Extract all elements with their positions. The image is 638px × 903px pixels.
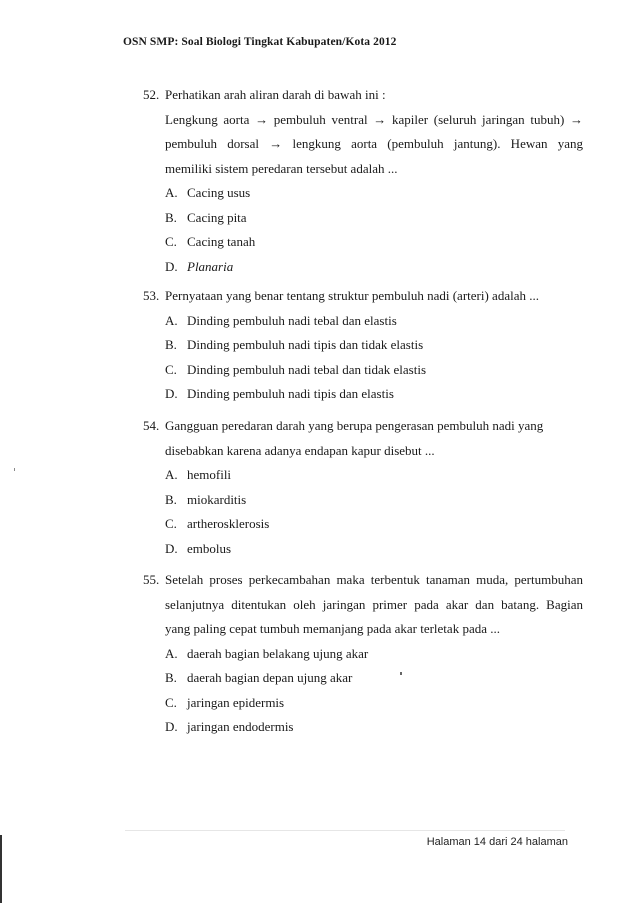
- option-a: [165, 463, 583, 488]
- option-b: [165, 206, 583, 231]
- option-b: [165, 333, 583, 358]
- option-text: artherosklerosis: [187, 516, 270, 531]
- option-letter: D.: [165, 540, 178, 556]
- option-c: [165, 512, 583, 537]
- question-body-line: pembuluh dorsal → lengkung aorta (pembuluh jantung). Hewan yang: [165, 136, 583, 151]
- option-text: Dinding pembuluh nadi tebal dan tidak elastis: [187, 361, 427, 377]
- option-letter: D.: [165, 386, 178, 401]
- question-body: [165, 439, 583, 464]
- option-letter: B.: [165, 670, 177, 685]
- option-a: [165, 309, 583, 334]
- option-text: jaringan endodermis: [187, 719, 294, 734]
- option-text: Dinding pembuluh nadi tebal dan elastis: [187, 312, 397, 328]
- option-d: [165, 255, 583, 280]
- option-list: [165, 642, 583, 740]
- question-body-line: memiliki sistem peredaran tersebut adalah ...: [165, 160, 398, 176]
- page-header-title: OSN SMP: Soal Biologi Tingkat Kabupaten/Kota 2012: [123, 36, 397, 48]
- question-body-line: yang paling cepat tumbuh memanjang pada akar terletak pada ...: [165, 621, 500, 636]
- option-b: [165, 488, 583, 513]
- option-text: Cacing pita: [187, 209, 247, 225]
- option-text: hemofili: [187, 467, 232, 482]
- option-letter: C.: [165, 361, 177, 377]
- option-text: Dinding pembuluh nadi tipis dan elastis: [187, 386, 394, 401]
- option-c: [165, 358, 583, 383]
- option-letter: B.: [165, 209, 177, 225]
- scan-speck: [14, 468, 15, 471]
- question-number: 53.: [143, 288, 160, 303]
- option-letter: A.: [165, 185, 178, 200]
- option-text: daerah bagian belakang ujung akar: [187, 645, 369, 661]
- question-stem-row: [143, 284, 583, 309]
- question-number: 54.: [143, 418, 160, 433]
- option-c: [165, 691, 583, 716]
- option-letter: B.: [165, 337, 177, 352]
- question-53: [143, 284, 583, 407]
- question-stem-row: [143, 83, 583, 108]
- option-letter: B.: [165, 491, 177, 507]
- option-letter: A.: [165, 312, 178, 328]
- question-stem-row: [143, 414, 583, 439]
- question-54: [143, 414, 583, 561]
- option-text: Dinding pembuluh nadi tipis dan tidak elastis: [187, 337, 424, 352]
- question-body-line: disebabkan karena adanya endapan kapur disebut ...: [165, 442, 435, 458]
- option-a: [165, 181, 583, 206]
- option-d: [165, 715, 583, 740]
- option-a: [165, 642, 583, 667]
- question-body: [165, 593, 583, 642]
- question-stem: Pernyataan yang benar tentang struktur pembuluh nadi (arteri) adalah ...: [165, 288, 539, 303]
- option-list: [165, 181, 583, 279]
- option-text: Cacing usus: [187, 185, 251, 200]
- footer-divider: [125, 830, 565, 831]
- question-stem: Perhatikan arah aliran darah di bawah ini :: [165, 87, 386, 102]
- option-letter: C.: [165, 234, 177, 249]
- scan-speck: [400, 672, 402, 675]
- option-text: miokarditis: [187, 491, 247, 507]
- question-stem: Setelah proses perkecambahan maka terbentuk tanaman muda, pertumbuhan: [165, 572, 583, 587]
- page-number-footer: Halaman 14 dari 24 halaman: [426, 836, 568, 848]
- option-letter: C.: [165, 694, 177, 710]
- option-d: [165, 537, 583, 562]
- question-stem-row: [143, 568, 583, 593]
- question-number: 55.: [143, 572, 160, 587]
- option-list: [165, 309, 583, 407]
- option-letter: A.: [165, 467, 178, 482]
- option-d: [165, 382, 583, 407]
- option-letter: D.: [165, 258, 178, 274]
- option-text: jaringan epidermis: [187, 694, 285, 710]
- question-52: [143, 83, 583, 279]
- option-text: Cacing tanah: [187, 234, 256, 249]
- option-text: Planaria: [187, 258, 234, 274]
- option-c: [165, 230, 583, 255]
- option-b: [165, 666, 583, 691]
- question-body: [165, 108, 583, 182]
- option-text: embolus: [187, 540, 232, 556]
- option-letter: C.: [165, 516, 177, 531]
- option-letter: D.: [165, 719, 178, 734]
- question-body-line: Lengkung aorta → pembuluh ventral → kapiler (seluruh jaringan tubuh) →: [165, 111, 583, 127]
- scan-edge-mark: [0, 835, 2, 903]
- option-text: daerah bagian depan ujung akar: [187, 670, 353, 685]
- option-letter: A.: [165, 645, 178, 661]
- question-stem: Gangguan peredaran darah yang berupa pengerasan pembuluh nadi yang: [165, 418, 544, 433]
- question-number: 52.: [143, 87, 160, 102]
- question-55: [143, 568, 583, 740]
- option-list: [165, 463, 583, 561]
- question-body-line: selanjutnya ditentukan oleh jaringan primer pada akar dan batang. Bagian: [165, 596, 583, 612]
